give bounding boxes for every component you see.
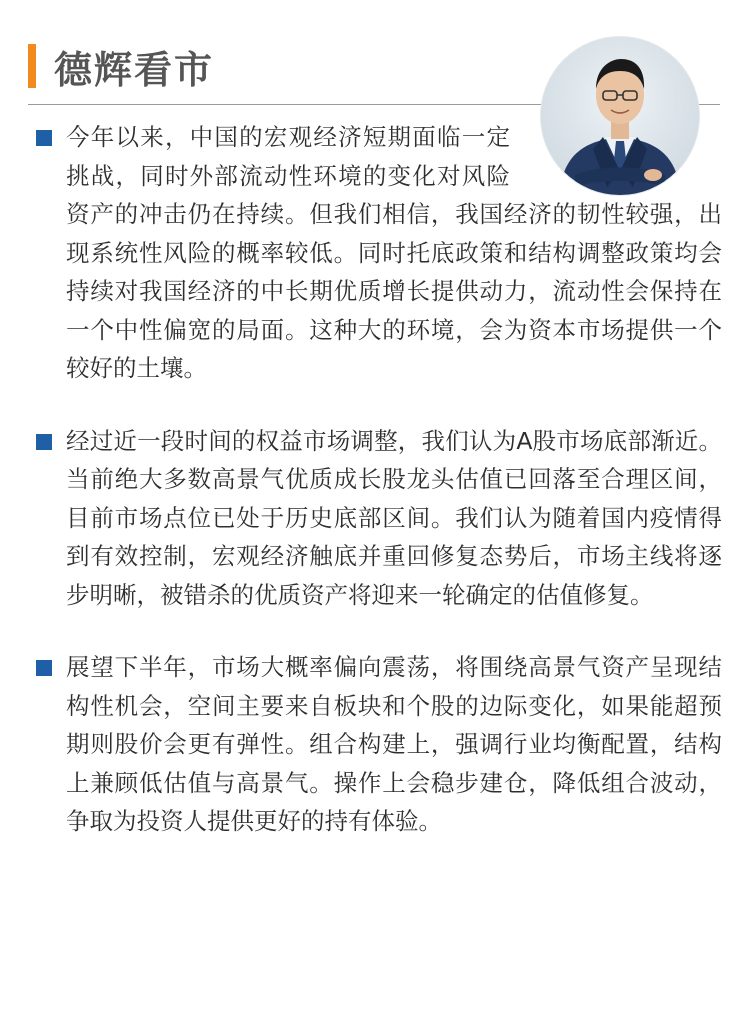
paragraph-3 bbox=[36, 648, 722, 841]
square-bullet-icon bbox=[36, 130, 52, 146]
paragraph-1-text: 今年以来，中国的宏观经济短期面临一定挑战，同时外部流动性环境的变化对风险资产的冲击仍在持续。但我们相信，我国经济的韧性较强，出现系统性风险的概率较低。同时托底政策和结构调整政策均会持续对我国经济的中长期优质增长提供动力，流动性会保持在一个中性偏宽的局面。这种大的环境，会为资本市场提供一个较好的土壤。 bbox=[66, 123, 722, 382]
paragraph-1 bbox=[36, 118, 722, 388]
header bbox=[28, 40, 214, 92]
paragraph-2 bbox=[36, 422, 722, 615]
page-title: 德辉看市 bbox=[54, 47, 215, 92]
article-body bbox=[36, 118, 722, 875]
accent-bar bbox=[28, 44, 36, 88]
square-bullet-icon bbox=[36, 434, 52, 450]
paragraph-2-text: 经过近一段时间的权益市场调整，我们认为A股市场底部渐近。当前绝大多数高景气优质成长股龙头估值已回落至合理区间，目前市场点位已处于历史底部区间。我们认为随着国内疫情得到有效控制，宏观经济触底并重回修复态势后，市场主线将逐步明晰，被错杀的优质资产将迎来一轮确定的估值修复。 bbox=[66, 426, 722, 609]
paragraph-3-text: 展望下半年，市场大概率偏向震荡，将围绕高景气资产呈现结构性机会，空间主要来自板块和个股的边际变化，如果能超预期则股价会更有弹性。组合构建上，强调行业均衡配置，结构上兼顾低估值与高景气。操作上会稳步建仓，降低组合波动，争取为投资人提供更好的持有体验。 bbox=[66, 653, 722, 835]
portrait-spacer bbox=[510, 118, 722, 195]
square-bullet-icon bbox=[36, 660, 52, 676]
